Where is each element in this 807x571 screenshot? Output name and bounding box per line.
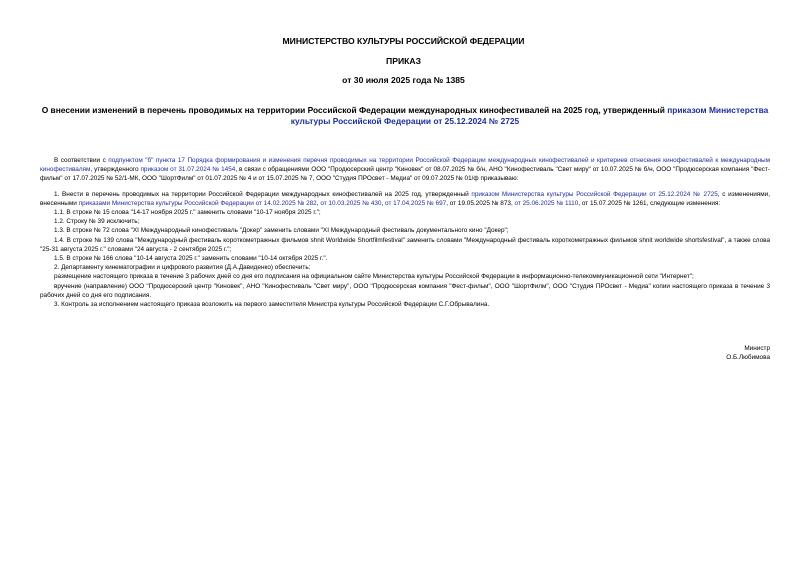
item-1-text-6: , от 15.07.2025 № 1261, следующие изменения: — [578, 199, 721, 207]
order-697-link[interactable]: от 17.04.2025 № 697 — [385, 199, 447, 207]
item-1-text-3: , — [316, 199, 321, 207]
document-date-number: от 30 июля 2025 года № 1385 — [342, 75, 465, 85]
item-1-text-2: , с изменениями, внесенными — [40, 190, 770, 207]
item-2-delivery: вручение (направление) ООО "Продюсерский центр "Киновек", АНО "Кинофестиваль "Свет миру", ООО "Продюсерская компания "Фест-фильм", ООО "ШортФилм", ООО "Студия ПРОсвет - Медиа" копии настоящего приказа в течение 3 рабочих дней со дня его подписания. — [40, 282, 770, 299]
signature-position: Министр — [744, 345, 770, 352]
preamble-paragraph — [40, 156, 770, 184]
subitem-1-1: 1.1. В строке № 15 слова "14-17 ноября 2025 г." заменить словами "10-17 ноября 2025 г."; — [54, 209, 321, 217]
document-title — [40, 105, 770, 127]
preamble-text-3: , в связи с обращениями ООО "Продюсерский центр "Киновек" от 08.07.2025 № б/н, АНО "Кинофестиваль "Свет миру" от 10.07.2025 № б/н, ООО "Продюсерская компания "Фест-фильм" от 17.07.2025 № 52/1-МК, ООО "ШортФилм" от 01.07.2025 № 4 и от 15.07.2025 № 7, ООО "Студия ПРОсвет - Медиа" от 09.07.2025 № 01/ф приказываю: — [40, 166, 770, 183]
order-1110-link[interactable]: от 25.06.2025 № 1110 — [514, 199, 579, 207]
preamble-text-1: В соответствии с — [54, 157, 109, 164]
item-1-text-5: , от 19.05.2025 № 873, — [446, 199, 515, 207]
item-1-paragraph — [40, 190, 770, 208]
procedure-link[interactable]: подпунктом "б" пункта 17 Порядка формирования и изменения перечня проводимых на территории Российской Федерации международных кинофестивалей и критериев отнесения кинофестивалей к международным кинофестивалям — [40, 157, 770, 174]
title-order-link[interactable]: приказом Министерства культуры Российской Федерации от 25.12.2024 № 2725 — [290, 105, 769, 126]
subitem-1-2: 1.2. Строку № 39 исключить; — [54, 218, 140, 226]
subitem-1-5: 1.5. В строке № 166 слова "10-14 августа 2025 г." заменить словами "10-14 октября 2025 г.". — [54, 255, 328, 263]
title-text: О внесении изменений в перечень проводимых на территории Российской Федерации международных кинофестивалей на 2025 год, утвержденный — [41, 105, 668, 115]
item-2-intro: 2. Департаменту кинематографии и цифрового развития (Д.А.Давиденко) обеспечить: — [54, 264, 311, 272]
item-1-text-1: 1. Внести в перечень проводимых на территории Российской Федерации международных кинофестивалей на 2025 год, утвержденный — [54, 190, 472, 198]
document-body — [40, 156, 770, 309]
ministry-heading: МИНИСТЕРСТВО КУЛЬТУРЫ РОССИЙСКОЙ ФЕДЕРАЦИИ — [282, 36, 525, 46]
order-282-link[interactable]: приказами Министерства культуры Российской Федерации от 14.02.2025 № 282 — [78, 199, 317, 207]
preamble-text-2: , утвержденного — [90, 166, 141, 174]
item-3-paragraph: 3. Контроль за исполнением настоящего приказа возложить на первого заместителя Министра культуры Российской Федерации С.Г.Обрывалина. — [54, 301, 490, 309]
subitem-1-3: 1.3. В строке № 72 слова "XI Международный кинофестиваль "Докер" заменить словами "XI Международный фестиваль документального кино "Докер"; — [54, 227, 509, 235]
signature-block — [726, 344, 770, 363]
order-2725-link[interactable]: приказом Министерства культуры Российской Федерации от 25.12.2024 № 2725 — [471, 190, 718, 198]
subitem-1-4: 1.4. В строке № 139 слова "Международный фестиваль короткометражных фильмов shnit Worldwide Shortfilmfestival" заменить словами "Международный фестиваль короткометражных фильмов shnit worldwide shortsfestival", а также слова "25-31 августа 2025 г." словами "24 августа - 2 сентября 2025 г."; — [40, 236, 770, 253]
order-430-link[interactable]: от 10.03.2025 № 430 — [320, 199, 382, 207]
order-1454-link[interactable]: приказом от 31.07.2024 № 1454 — [140, 166, 236, 174]
signature-name: О.Б.Любимова — [726, 354, 770, 362]
item-2-publication: размещение настоящего приказа в течение 3 рабочих дней со дня его подписания на официальном сайте Министерства культуры Российской Федерации в информационно-телекоммуникационной сети "Интернет"; — [54, 273, 694, 281]
document-type: ПРИКАЗ — [386, 56, 421, 66]
item-1-text-4: , — [381, 199, 386, 207]
